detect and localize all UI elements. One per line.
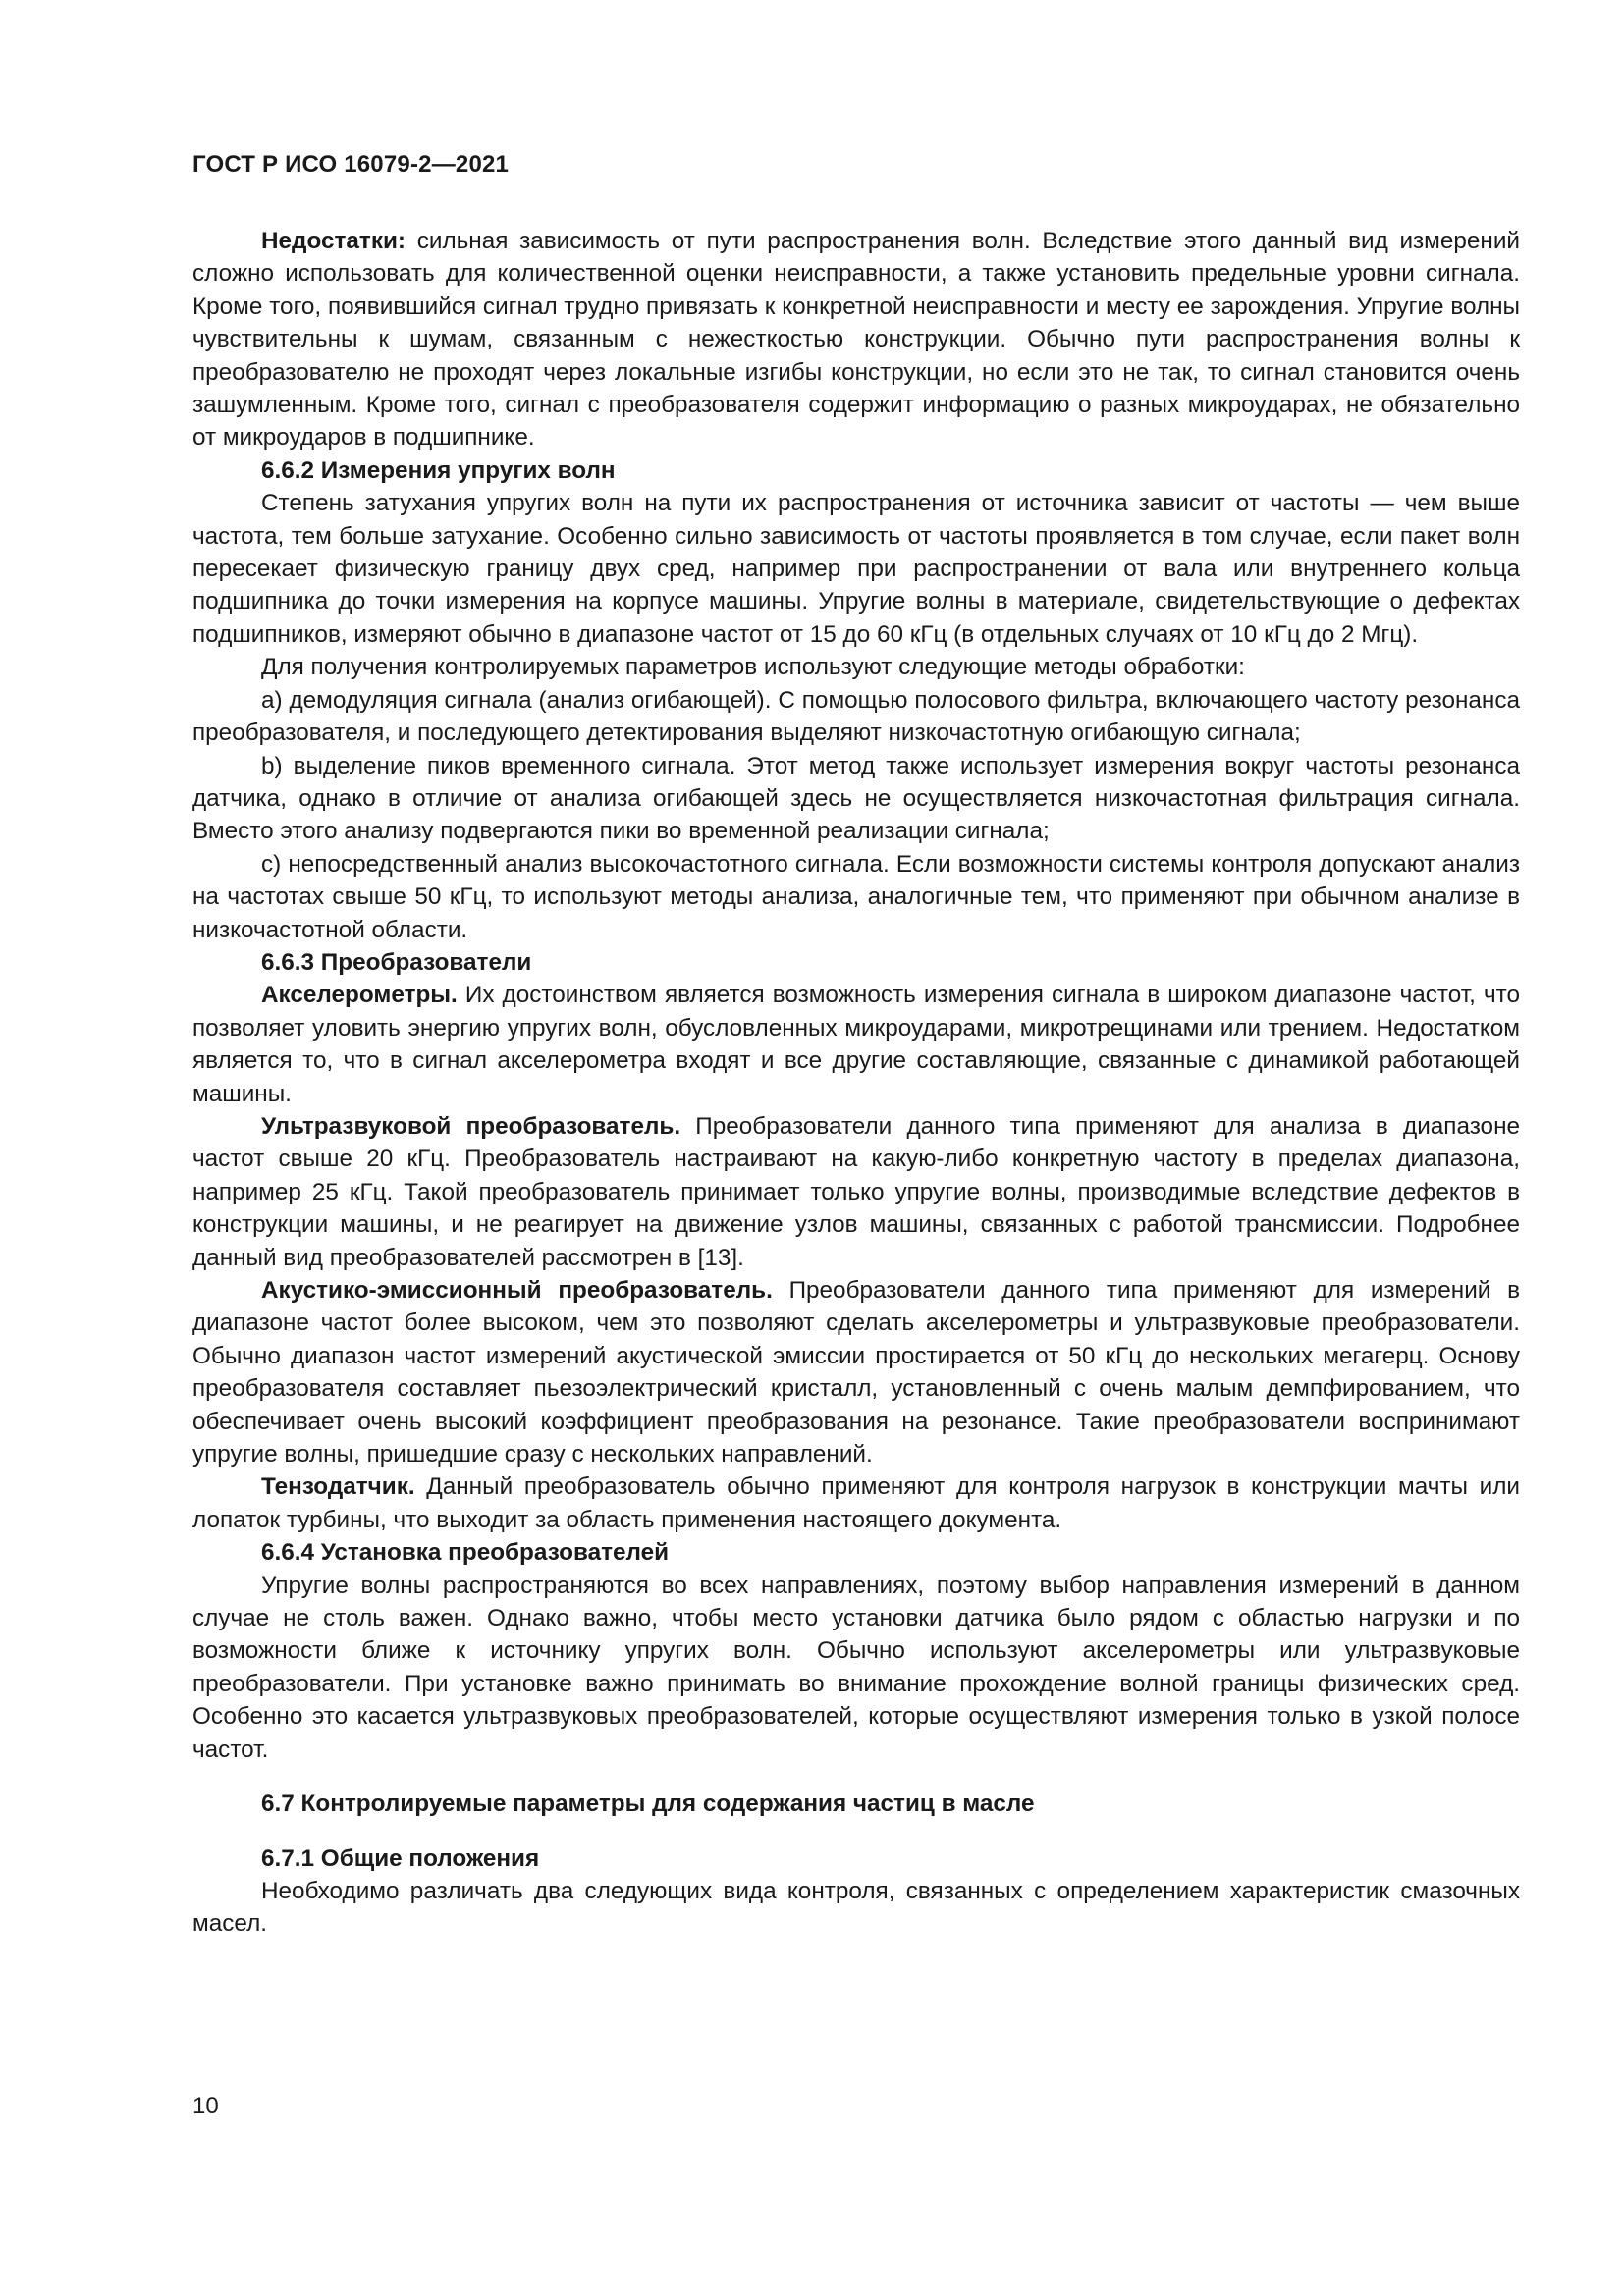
- paragraph-text: Преобразователи данного типа применяют для анализа в диапазоне частот свыше 20 кГц. Преобразователь настраивают на какую-либо конкретную частоту в пределах диапазона, например 25 кГц. Такой преобразователь принимает только упругие волны, производимые вследствие дефектов в конструкции машины, и не реагирует на движение узлов машины, связанных с работой трансмиссии. Подробнее данный вид преобразователей рассмотрен в [13].: [192, 1112, 1521, 1271]
- term-accelerometers: Акселерометры.: [261, 982, 458, 1009]
- paragraph-ultrasonic: [192, 1110, 1520, 1274]
- paragraph-text: Преобразователи данного типа применяют для измерений в диапазоне частот более высоком, чем это позволяют сделать акселерометры и ультразвуковые преобразователи. Обычно диапазон частот измерений акустической эмиссии простирается от 50 кГц до нескольких мегагерц. Основу преобразователя составляет пьезоэлектрический кристалл, установленный с очень малым демпфированием, что обеспечивает очень высокий коэффициент преобразования на резонансе. Такие преобразователи воспринимают упругие волны, пришедшие сразу с нескольких направлений.: [192, 1277, 1520, 1468]
- paragraph-attenuation: Степень затухания упругих волн на пути их распространения от источника зависит от частоты — чем выше частота, тем больше затухание. Особенно сильно зависимость от частоты проявляется в том случае, если пакет волн пересекает физическую границу двух сред, например при распространении от вала или внутреннего кольца подшипника до точки измерения на корпусе машины. Упругие волны в материале, свидетельствующие о дефектах подшипников, измеряют обычно в диапазоне частот от 15 до 60 кГц (в отдельных случаях от 10 кГц до 2 Мгц).: [192, 490, 1520, 648]
- paragraph-disadvantages: [192, 225, 1520, 454]
- term-disadvantages: Недостатки:: [261, 228, 406, 254]
- paragraph-installation: Упругие волны распространяются во всех направлениях, поэтому выбор направления измерений в данном случае не столь важен. Однако важно, чтобы место установки датчика было рядом с областью нагрузки и по возможности ближе к источнику упругих волн. Обычно используют акселерометры или ультразвуковые преобразователи. При установке важно принимать во внимание прохождение волной границы физических сред. Особенно это касается ультразвуковых преобразователей, которые осуществляют измерения только в узкой полосе частот.: [192, 1572, 1520, 1763]
- term-ultrasonic: Ультразвуковой преобразователь.: [261, 1112, 681, 1140]
- paragraph-text: Данный преобразователь обычно применяют для контроля нагрузок в конструкции мачты или лопаток турбины, что выходит за область применения настоящего документа.: [192, 1473, 1520, 1533]
- paragraph-general-provisions: Необходимо различать два следующих вида контроля, связанных с определением характеристик смазочных масел.: [192, 1877, 1520, 1938]
- heading-6-7-1: 6.7.1 Общие положения: [261, 1844, 540, 1872]
- page-number: 10: [192, 2093, 219, 2119]
- paragraph-accelerometers: [192, 979, 1520, 1110]
- list-item-a: а) демодуляция сигнала (анализ огибающей). С помощью полосового фильтра, включающего частоту резонанса преобразователя, и последующего детектирования выделяют низкочастотную огибающую сигнала;: [192, 686, 1520, 747]
- term-strain-gauge: Тензодатчик.: [261, 1473, 415, 1501]
- heading-6-6-3: 6.6.3 Преобразователи: [261, 948, 532, 976]
- list-item-b: b) выделение пиков временного сигнала. Этот метод также использует измерения вокруг частоты резонанса датчика, однако в отличие от анализа огибающей здесь не осуществляется низкочастотная фильтрация сигнала. Вместо этого анализу подвергаются пики во временной реализации сигнала;: [192, 752, 1520, 845]
- paragraph-strain-gauge: [192, 1470, 1520, 1536]
- list-item-c: c) непосредственный анализ высокочастотного сигнала. Если возможности системы контроля допускают анализ на частотах свыше 50 кГц, то используют методы анализа, аналогичные тем, что применяют при обычном анализе в низкочастотной области.: [192, 850, 1520, 943]
- paragraph-acoustic-emission: [192, 1274, 1520, 1470]
- heading-6-6-4: 6.6.4 Установка преобразователей: [261, 1539, 670, 1567]
- heading-6-6-2: 6.6.2 Измерения упругих волн: [261, 456, 616, 484]
- paragraph-text: Их достоинством является возможность измерения сигнала в широком диапазоне частот, что позволяет уловить энергию упругих волн, обусловленных микроударами, микротрещинами или трением. Недостатком является то, что в сигнал акселерометра входят и все другие составляющие, связанные с динамикой работающей машины.: [192, 982, 1520, 1107]
- document-header: ГОСТ Р ИСО 16079-2—2021: [192, 151, 510, 178]
- heading-6-7: 6.7 Контролируемые параметры для содержания частиц в масле: [261, 1790, 1035, 1818]
- document-body: [192, 225, 1520, 1941]
- paragraph-text: сильная зависимость от пути распространения волн. Вследствие этого данный вид измерений сложно использовать для количественной оценки неисправности, а также установить предельные уровни сигнала. Кроме того, появившийся сигнал трудно привязать к конкретной неисправности и месту ее зарождения. Упругие волны чувствительны к шумам, связанным с нежесткостью конструкции. Обычно пути распространения волны к преобразователю не проходят через локальные изгибы конструкции, но если это не так, то сигнал становится очень зашумленным. Кроме того, сигнал с преобразователя содержит информацию о разных микроударах, не обязательно от микроударов в подшипнике.: [192, 228, 1520, 452]
- paragraph-methods-intro: Для получения контролируемых параметров используют следующие методы обработки:: [261, 654, 1245, 681]
- term-acoustic-emission: Акустико-эмиссионный преобразователь.: [261, 1277, 773, 1304]
